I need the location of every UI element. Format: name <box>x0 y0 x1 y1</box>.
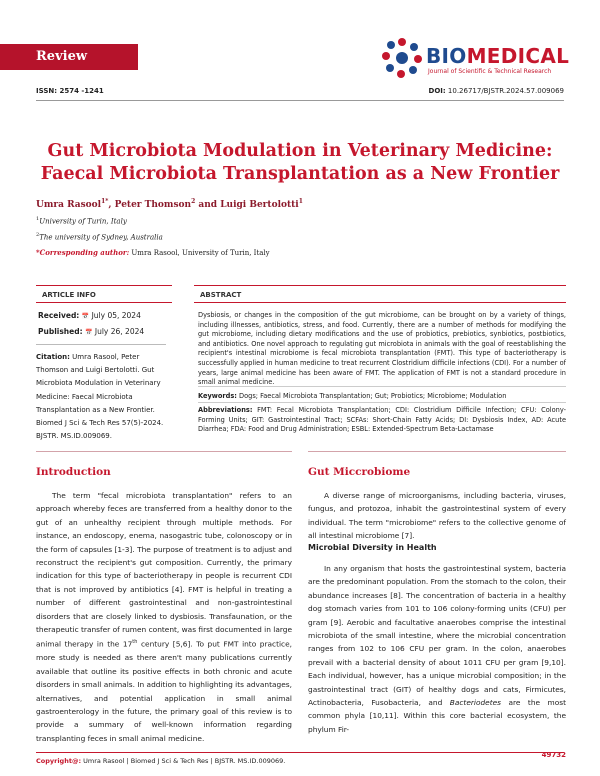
doi[interactable]: DOI: 10.26717/BJSTR.2024.57.009069 <box>428 87 564 95</box>
page-number: 49732 <box>541 751 566 759</box>
keywords-divider <box>198 402 566 403</box>
logo-subtitle: Journal of Scientific & Technical Research <box>428 68 552 75</box>
received-date: Received: 📅 July 05, 2024 <box>38 311 141 320</box>
gut-microbiome-text: A diverse range of microorganisms, including bacteria, viruses, fungus, and protozoa, inhabit the gastrointestinal system of every individual. The term "microbiome" refers to the collective genome of all intestinal microbiome [7]. <box>308 491 566 541</box>
header-divider <box>36 100 564 101</box>
introduction-heading: Introduction <box>36 466 111 478</box>
footer-divider <box>36 752 564 753</box>
published-date: Published: 📅 July 26, 2024 <box>38 327 145 336</box>
keywords: Keywords: Dogs; Faecal Microbiota Transplantation; Gut; Probiotics; Microbiome; Modulation <box>198 392 507 400</box>
section-divider-right <box>308 451 566 452</box>
issn: ISSN: 2574 -1241 <box>36 87 104 95</box>
introduction-text: The term "fecal microbiota transplantation" refers to an approach whereby feces are transferred from a healthy donor to the gut of an unhealthy recipient through multiple methods. For instance, an endoscopy, enema, nasogastric tube, colonoscopy or in the form of capsules [1-3]. The purpose of treatment is to adjust and reconstruct the recipient's gut composition. Currently, the primary indication for this type of bacteriotherapy in people is recurrent CDI that is not improved by antibiotics [4]. FMT is helpful in treating a number of different gastrointestinal and non-gastrointestinal disorders that are closely linked to dysbiosis. Transfaunation, or the therapeutic transfer of rumen content, was first documented in large animal therapy in the 17th century [5,6]. To put FMT into practice, more study is needed as there aren't many publications currently available that outline its positive effects in both chronic and acute disorders in small animals. In addition to highlighting its advantages, alternatives, and potential application in small animal gastroenterology in the future, the primary goal of this review is to provide a summary of well-known information regarding transplanting feces in small animal medicine. <box>36 491 293 743</box>
microbial-diversity-heading: Microbial Diversity in Health <box>308 543 437 552</box>
affiliation-1: $^1$University of Turin, Italy <box>36 216 127 226</box>
article-title: Gut Microbiota Modulation in Veterinary Medicine: Faecal Microbiota Transplantation as a New Frontier <box>40 141 560 184</box>
gut-microbiome-heading: Gut Miccrobiome <box>308 466 411 478</box>
footer-copyright: Copyright@: Umra Rasool | Biomed J Sci & Tech Res | BJSTR. MS.ID.009069. <box>36 757 286 765</box>
logo-wordmark: BIOMEDICAL <box>426 44 570 68</box>
abstract-divider <box>198 386 566 387</box>
calendar-icon: 📅 <box>81 313 90 320</box>
abstract-text: Dysbiosis, or changes in the composition of the gut microbiome, can be brought on by a variety of things, including illnesses, antibiotics, stress, and food. Currently, there are a number of methods for modifying the gut microbiome, including dietary modifications and the use of probiotics, prebiotics, synbiotics, postbiotics, and antibiotics. One novel approach to regulating gut microbiota in animals with the goal of reestablishing the recipient's intestinal microbiome is fecal microbiota transplantation (FMT). This type of bacteriotherapy is successfully applied in human medicine to treat recurrent Clostridium difficile infections (CDI). For a number of years, large animal medicine has been aware of FMT. The application of FMT is not a standard procedure in small animal medicine. <box>198 311 566 387</box>
microbial-diversity-text: In any organism that hosts the gastrointestinal system, bacteria are the predominant population. From the stomach to the colon, their abundance increases [8]. The concentration of bacteria in a healthy dog stomach varies from 101 to 106 colony-forming units (CFU) per gram [9]. Aerobic and facultative anaerobes comprise the intestinal microbiota of the small intestine, where the microbial concentration ranges from 102 to 106 CFU per gram. In the colon, anaerobes prevail with a bacterial density of about 1011 CFU per gram [9,10]. Each individual, however, has a unique microbial composition; in the gastrointestinal tract (GIT) of healthy dogs and cats, Firmicutes, Actinobacteria, Fusobacteria, and Bacteriodetes are the most common phyla [10,11]. Within this core bacterial ecosystem, the phylum Fir- <box>308 564 566 734</box>
article-info-heading: ARTICLE INFO <box>36 285 172 303</box>
citation: Citation: Umra Rasool, Peter Thomson and Luigi Bertolotti. Gut Microbiota Modulation in Veterinary Medicine: Faecal Microbiota Transplantation as a New Frontier. Biomed J Sci & Tech Res 57(5)-2024. BJSTR. MS.ID.009069. <box>36 353 164 441</box>
section-divider-left <box>36 451 292 452</box>
logo-dots-icon <box>380 36 424 80</box>
info-divider <box>36 344 166 345</box>
abstract-heading: ABSTRACT <box>194 285 566 303</box>
calendar-icon: 📅 <box>85 329 93 336</box>
affiliation-2: $^2$The university of Sydney, Australia <box>36 232 163 242</box>
abbreviations: Abbreviations: FMT: Fecal Microbiota Transplantation; CDI: Clostridium Difficile Infection; CFU: Colony-Forming Units; GIT: Gastrointestinal Tract; SCFAs: Short-Chain Fatty Acids; DI: Dysbiosis Index, AD: Acute Diarrhea; FDA: Food and Drug Administration; ESBL: Extended-Spectrum Beta-Lactamase <box>198 406 566 434</box>
article-type-badge: Review Article <box>0 44 138 70</box>
corresponding-author: *Corresponding author: Umra Rasool, University of Turin, Italy <box>36 248 270 257</box>
journal-logo <box>380 36 570 80</box>
author-list: Umra Rasool$^{1*}$, Peter Thomson$^2$ and Luigi Bertolotti$^1$ <box>36 198 303 210</box>
